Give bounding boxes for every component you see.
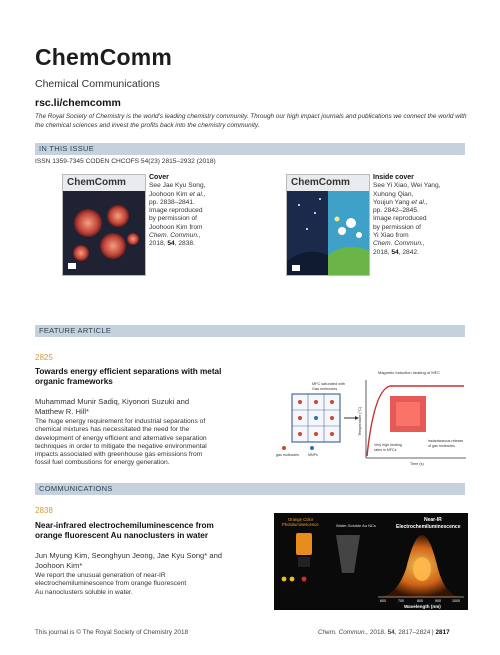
communication-page-number[interactable]: 2838 xyxy=(35,506,53,515)
x-tick: 900 xyxy=(435,599,441,603)
release-note-1: instantaneous release xyxy=(428,439,464,443)
x-tick: 700 xyxy=(398,599,404,603)
communication-authors xyxy=(35,551,265,570)
inside-cover-masthead xyxy=(287,175,369,191)
inside-cover-masthead-title: ChemComm xyxy=(291,177,350,188)
cover-caption-em: Chem. Commun., xyxy=(149,232,201,240)
feature-authors-line: Muhammad Munir Sadiq, Kiyonori Suzuki and xyxy=(35,397,190,406)
inside-cover-caption-line: Image reproduced xyxy=(373,215,427,223)
feature-title[interactable] xyxy=(35,367,295,387)
x-tick: 600 xyxy=(380,599,386,603)
inside-cover-caption-line: Yi Xiao from xyxy=(373,232,409,240)
vial-au-nc xyxy=(336,535,360,573)
communication-title-line: Near-infrared electrochemiluminescence from xyxy=(35,521,214,530)
inside-cover-caption-line: Xuhong Qian, xyxy=(373,190,414,198)
communication-authors-line: Joohoon Kim* xyxy=(35,560,83,570)
ecl-label-1: Near-IR xyxy=(424,517,442,523)
feature-page-number[interactable]: 2825 xyxy=(35,353,53,362)
au-nc-label: Water-Soluble Au NCs xyxy=(336,523,376,528)
cover-caption-line: pp. 2838–2841. xyxy=(149,198,195,206)
communications-label: COMMUNICATIONS xyxy=(39,484,113,493)
inside-cover-image[interactable] xyxy=(286,174,370,276)
release-note-2: of gas molecules xyxy=(428,444,455,448)
inside-cover-artwork xyxy=(287,191,369,275)
communication-graphic[interactable] xyxy=(274,513,468,610)
cover-masthead-title: ChemComm xyxy=(67,177,126,188)
feature-abstract-line: fossil fuel combustions for energy generation. xyxy=(35,459,170,467)
inside-cover-caption xyxy=(373,174,468,257)
pl-label-2: Photoluminescence xyxy=(282,522,319,527)
ecl-label-2: Electrochemiluminescence xyxy=(396,524,461,530)
inside-cover-caption-line: Youjun Yang xyxy=(373,198,410,206)
vial-pl xyxy=(296,533,312,555)
communication-title-line: orange fluorescent Au nanoclusters in water xyxy=(35,531,209,540)
feature-abstract xyxy=(35,418,267,468)
heating-note-2: rates in MFCs xyxy=(374,448,397,452)
feature-graphic[interactable] xyxy=(270,366,470,476)
feature-authors-line: Matthew R. Hill* xyxy=(35,406,90,416)
cover-caption-line: Image reproduced xyxy=(149,207,203,215)
communication-abstract xyxy=(35,572,267,597)
inside-cover-caption-em: Chem. Commun., xyxy=(373,240,425,248)
inside-cover-volume: 54 xyxy=(391,248,399,256)
cover-volume: 54 xyxy=(167,240,175,248)
feature-title-line: Towards energy efficient separations with metal xyxy=(35,367,222,376)
footer-citation xyxy=(318,629,450,636)
in-this-issue-label: IN THIS ISSUE xyxy=(39,144,95,153)
ecl-glow-cell xyxy=(413,557,431,581)
inside-cover-heading: Inside cover xyxy=(373,174,414,181)
cover-caption-line: by permission of xyxy=(149,215,198,223)
issn-line: ISSN 1359-7345 CODEN CHCOFS 54(23) 2815–2932 (2018) xyxy=(35,158,216,165)
inside-cover-caption-line: See Yi Xiao, Wei Yang, xyxy=(373,182,441,190)
journal-url[interactable]: rsc.li/chemcomm xyxy=(35,97,121,109)
feature-abstract-line: chemical mixtures has necessitated the need for the xyxy=(35,426,190,434)
inside-cover-caption-em: et al., xyxy=(411,198,428,206)
communications-bar xyxy=(35,483,465,495)
communication-abstract-line: We report the unusual generation of near-IR xyxy=(35,572,166,579)
footer-year: 2018, xyxy=(368,629,388,636)
cover-caption-line: Joohoon Kim xyxy=(149,190,188,198)
cover-heading: Cover xyxy=(149,174,169,181)
mfc-box-label-2: Gas molecules xyxy=(312,387,338,391)
heating-plot-xlabel: Time (s) xyxy=(410,462,424,466)
footer-volume: 54 xyxy=(387,629,395,636)
in-this-issue-bar xyxy=(35,143,465,155)
wavelength-label: Wavelength (nm) xyxy=(404,604,441,609)
communication-title[interactable] xyxy=(35,521,295,541)
feature-abstract-line: impacts associated with greenhouse gas emissions from xyxy=(35,451,203,459)
feature-abstract-line: The huge energy requirement for industrial separations of xyxy=(35,418,206,425)
feature-article-bar xyxy=(35,325,465,337)
footer-copyright: This journal is © The Royal Society of Chemistry 2018 xyxy=(35,629,189,636)
inside-cover-caption-line: 2018, xyxy=(373,248,390,256)
footer-journal-abbrev: Chem. Commun., xyxy=(318,629,369,636)
legend-gas-molecules: gas molecules xyxy=(276,453,299,457)
inside-cover-caption-line: pp. 2842–2845. xyxy=(373,207,419,215)
heating-plot-title: Magnetic Induction heating of MFC xyxy=(378,370,441,375)
journal-tagline: The Royal Society of Chemistry is the world's leading chemistry community. Through our high impact journals and publications we connect the world with the chemical sciences and invest the profits back into the chemistry community. xyxy=(35,113,467,129)
legend-mnps: MNPs xyxy=(308,453,318,457)
feature-abstract-line: development of energy efficient and alternative separation xyxy=(35,434,207,442)
journal-title: ChemComm xyxy=(35,44,173,70)
cover-caption xyxy=(149,174,234,249)
cover-masthead xyxy=(63,175,145,191)
cover-artwork xyxy=(63,191,145,275)
cover-image[interactable] xyxy=(62,174,146,276)
footer-pages: , 2817–2824 | xyxy=(394,629,436,636)
cover-caption-line: See Jae Kyu Song, xyxy=(149,182,206,190)
cover-caption-line: , 2838. xyxy=(174,240,195,248)
feature-authors xyxy=(35,397,265,416)
inside-cover-caption-line: by permission of xyxy=(373,223,422,231)
feature-article-label: FEATURE ARTICLE xyxy=(39,326,112,335)
cover-caption-line: 2018, xyxy=(149,240,166,248)
communication-authors-line: Jun Myung Kim, Seonghyun Jeong, Jae Kyu Song* and xyxy=(35,551,223,560)
communication-abstract-line: electrochemiluminescence from orange fluorescent xyxy=(35,580,187,588)
heating-note-1: Very high heating xyxy=(374,443,402,447)
cover-caption-em: et al., xyxy=(189,190,206,198)
pl-label-1: Orange Color xyxy=(288,517,314,522)
feature-title-line: organic frameworks xyxy=(35,377,113,386)
footer-page-number: 2817 xyxy=(435,629,450,636)
cover-caption-line: Joohoon Kim from xyxy=(149,223,203,231)
heating-plot-ylabel: Temperature (°C) xyxy=(358,406,362,436)
journal-subtitle: Chemical Communications xyxy=(35,78,160,90)
feature-abstract-line: techniques in order to mitigate the negative environmental xyxy=(35,442,207,450)
x-tick: 800 xyxy=(417,599,423,603)
mfc-box-label-1: MFC saturated with xyxy=(312,382,345,386)
x-tick: 1000 xyxy=(452,599,460,603)
inside-cover-caption-line: , 2842. xyxy=(398,248,419,256)
communication-abstract-line: Au nanoclusters soluble in water. xyxy=(35,588,133,596)
